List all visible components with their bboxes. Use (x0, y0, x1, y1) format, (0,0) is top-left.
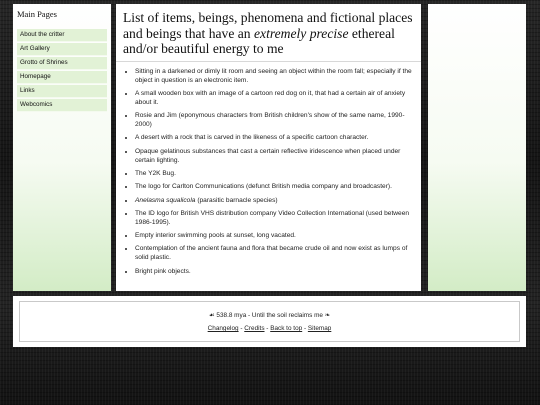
list-item: • The ID logo for British VHS distribution company Video Collection International (used between 1986-1995). (135, 209, 413, 227)
sidebar-item-grotto-of-shrines[interactable]: Grotto of Shrines (17, 57, 107, 70)
credits-link[interactable]: Credits (244, 325, 265, 332)
species-name: Anelasma squalicola (135, 196, 196, 204)
list-item: • A desert with a rock that is carved in the likeness of a specific cartoon character. (135, 133, 413, 142)
list-item: • A small wooden box with an image of a cartoon red dog on it, that had a certain air of anxiety about it. (135, 89, 413, 107)
list-item: • Sitting in a darkened or dimly lit room and seeing an object within the room fall; especially if the object in question is an electronic item. (135, 67, 413, 85)
title-emphasis: extremely precise (254, 25, 349, 41)
list-item: • Rosie and Jim (eponymous characters from British children's show of the same name, 1990-2000) (135, 111, 413, 129)
page-title (116, 4, 421, 62)
title-part-1: List of items, beings, phenomena and fictional places and beings that have an (123, 10, 413, 41)
footer-separator: - (302, 325, 308, 332)
footer-box (19, 301, 520, 342)
list-item (135, 196, 413, 205)
back-to-top-link[interactable]: Back to top (270, 325, 303, 332)
footer-tagline: ☙ 538.8 mya - Until the soil reclaims me ❧ (208, 312, 331, 319)
title-part-2: ethereal and/or beautiful energy to me (123, 25, 395, 56)
list-item: • Contemplation of the ancient fauna and flora that became crude oil and now exist as lumps of solid plastic. (135, 244, 413, 262)
list-item: • Empty interior swimming pools at sunset, long vacated. (135, 231, 413, 240)
footer-separator: - (238, 325, 245, 332)
footer-separator: - (264, 325, 271, 332)
list-item: • The Y2K Bug. (135, 169, 413, 178)
footer-links (20, 325, 519, 332)
sidebar-item-links[interactable]: Links (17, 85, 107, 98)
list-item: • Bright pink objects. (135, 267, 413, 276)
sidebar-title: Main Pages (17, 9, 57, 19)
sidebar-item-about-the-critter[interactable]: About the critter (17, 29, 107, 42)
main-content (116, 4, 421, 291)
items-list (116, 67, 421, 276)
list-item: • The logo for Carlton Communications (defunct British media company and broadcaster). (135, 182, 413, 191)
footer (13, 296, 526, 347)
sidebar-item-art-gallery[interactable]: Art Gallery (17, 43, 107, 56)
sidebar-nav (17, 29, 107, 112)
sidebar-item-homepage[interactable]: Homepage (17, 71, 107, 84)
sidebar-main-pages (13, 4, 111, 291)
sidebar-item-webcomics[interactable]: Webcomics (17, 99, 107, 112)
changelog-link[interactable]: Changelog (207, 325, 239, 332)
list-item: • Opaque gelatinous substances that cast a certain reflective iridescence when placed under certain lighting. (135, 147, 413, 165)
species-note: (parasitic barnacle species) (195, 196, 278, 204)
right-column (428, 4, 526, 291)
sitemap-link[interactable]: Sitemap (307, 325, 332, 332)
